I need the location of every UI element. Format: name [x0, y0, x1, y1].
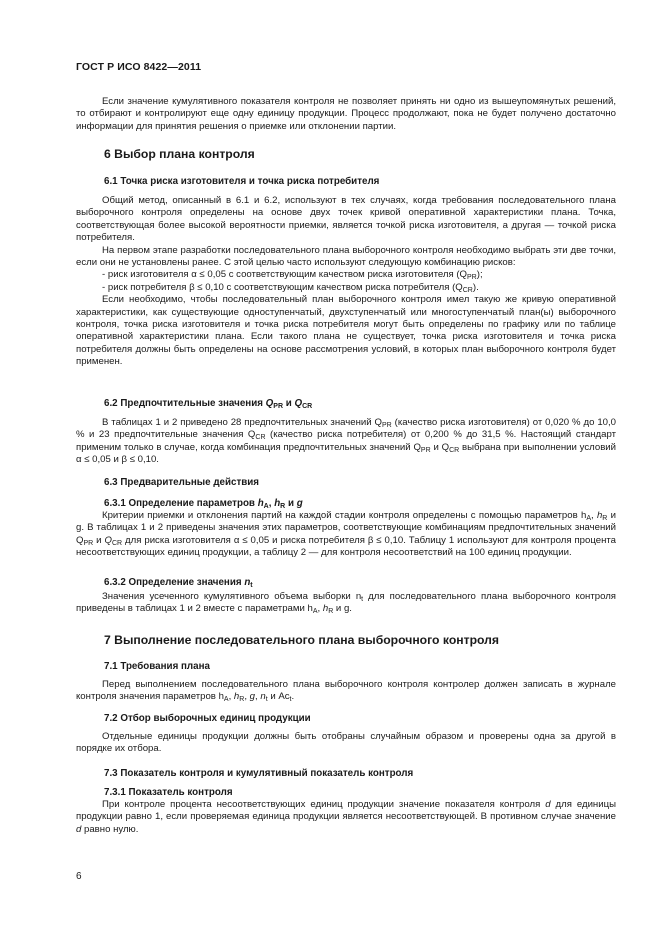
paragraph: В таблицах 1 и 2 приведено 28 предпочтительных значений $Q_{PR}$ (качество риска изготовителя) от 0,020 % до 10,0 % и 23 предпочтительные значения $Q_{CR}$ (качество риска потребителя) от 0,200 % до 31,5 %. Настоящий стандарт применим только в случае, когда комбинация предпочтительных значений $Q_{PR}$ и $Q_{CR}$ выбрана при выполнении условий α ≤ 0,05 и β ≤ 0,10.: [76, 417, 617, 466]
section-6-title: 6 Выбор плана контроля: [104, 147, 255, 161]
paragraph: Общий метод, описанный в 6.1 и 6.2, используют в тех случаях, когда требования последовательного плана выборочного контроля определены на основе двух точек кривой оперативной характеристики плана. Точка, соответствующая более высокой вероятности приемки, является точкой риска изготовителя, а другая — точкой риска потребителя.: [76, 195, 616, 244]
section-6-1-body: [76, 195, 616, 369]
section-7-2-title: 7.2 Отбор выборочных единиц продукции: [104, 713, 311, 724]
section-6-3-1-title: 6.3.1 Определение параметров $h_A$, $h_R$ и g: [104, 498, 303, 510]
paragraph: Отдельные единицы продукции должны быть отобраны случайным образом и проверены одна за другой в порядке их отбора.: [76, 731, 616, 755]
paragraph: Критерии приемки и отклонения партий на каждой стадии контроля определены с помощью параметров $h_A$, $h_R$ и g. В таблицах 1 и 2 приведены значения этих параметров, соответствующие комбинациям предпочтительных значений $Q_{PR}$ и $Q_{CR}$ для риска изготовителя α ≤ 0,05 и риска потребителя β ≤ 0,10. Таблицу 1 используют для контроля процента несоответствующих единиц продукции, а таблицу 2 — для контроля несоответствий на 100 единиц продукции.: [76, 510, 616, 559]
bullet-item: - риск изготовителя α ≤ 0,05 с соответствующим качеством риска изготовителя $(Q_{PR})$;: [102, 269, 483, 282]
section-7-1-body: [76, 679, 616, 704]
section-6-1-title: 6.1 Точка риска изготовителя и точка риска потребителя: [104, 176, 380, 187]
document-header: ГОСТ Р ИСО 8422—2011: [76, 61, 202, 73]
paragraph: При контроле процента несоответствующих единиц продукции значение показателя контроля d для единицы продукции равно 1, если проверяемая единица продукции является несоответствующей. В противном случае значение d равно нулю.: [76, 799, 616, 835]
section-6-2-title: 6.2 Предпочтительные значения $Q_{PR}$ и $Q_{CR}$: [104, 398, 313, 410]
section-7-title: 7 Выполнение последовательного плана выборочного контроля: [104, 633, 500, 647]
section-7-3-1-title: 7.3.1 Показатель контроля: [104, 787, 233, 798]
section-7-1-title: 7.1 Требования плана: [104, 661, 210, 672]
intro-paragraph: Если значение кумулятивного показателя контроля не позволяет принять ни одно из вышеупомянутых решений, то отбирают и контролируют еще одну единицу продукции. Процесс продолжают, пока не будет получено достаточно информации для принятия решения о приемке или отклонении партии.: [76, 96, 616, 132]
section-6-2-body: [76, 417, 616, 467]
section-6-3-1-body: [76, 510, 616, 560]
section-6-3-2-body: [76, 591, 616, 616]
intro-block: [76, 96, 616, 133]
paragraph: Если необходимо, чтобы последовательный план выборочного контроля имел такую же кривую оперативной характеристики, как существующие одноступенчатый, двухступенчатый или многоступенчатый план(ы) выборочного контроля, точка риска изготовителя и точка риска потребителя могут быть определены по графику или по таблице оперативной характеристики плана. Если такого плана не существует, точка риска изготовителя и точка риска потребителя должны быть определены на основе рассмотрения условий, в которых план выборочного контроля будет применен.: [76, 294, 616, 368]
section-7-3-title: 7.3 Показатель контроля и кумулятивный показатель контроля: [104, 768, 414, 779]
paragraph: Значения усеченного кумулятивного объема выборки $n_t$ для последовательного плана выборочного контроля приведены в таблицах 1 и 2 вместе с параметрами $h_A$, $h_R$ и g.: [76, 591, 616, 616]
section-7-2-body: [76, 731, 616, 756]
section-7-3-1-body: [76, 799, 616, 836]
section-6-3-2-title: 6.3.2 Определение значения $n_t$: [104, 577, 253, 589]
bullet-item: - риск потребителя β ≤ 0,10 с соответствующим качеством риска потребителя $(Q_{CR})$.: [102, 281, 479, 294]
paragraph: На первом этапе разработки последовательного плана выборочного контроля необходимо выбрать эти две точки, если они не установлены ранее. С этой целью часто используют следующую комбинацию рисков:: [76, 244, 616, 269]
paragraph: Перед выполнением последовательного плана выборочного контроля контролер должен записать в журнале контроля значения параметров $h_A$, $h_R$, g, $n_t$ и $Ac_t$.: [76, 679, 616, 704]
section-6-3-title: 6.3 Предварительные действия: [104, 477, 260, 488]
page-number: 6: [76, 871, 82, 882]
